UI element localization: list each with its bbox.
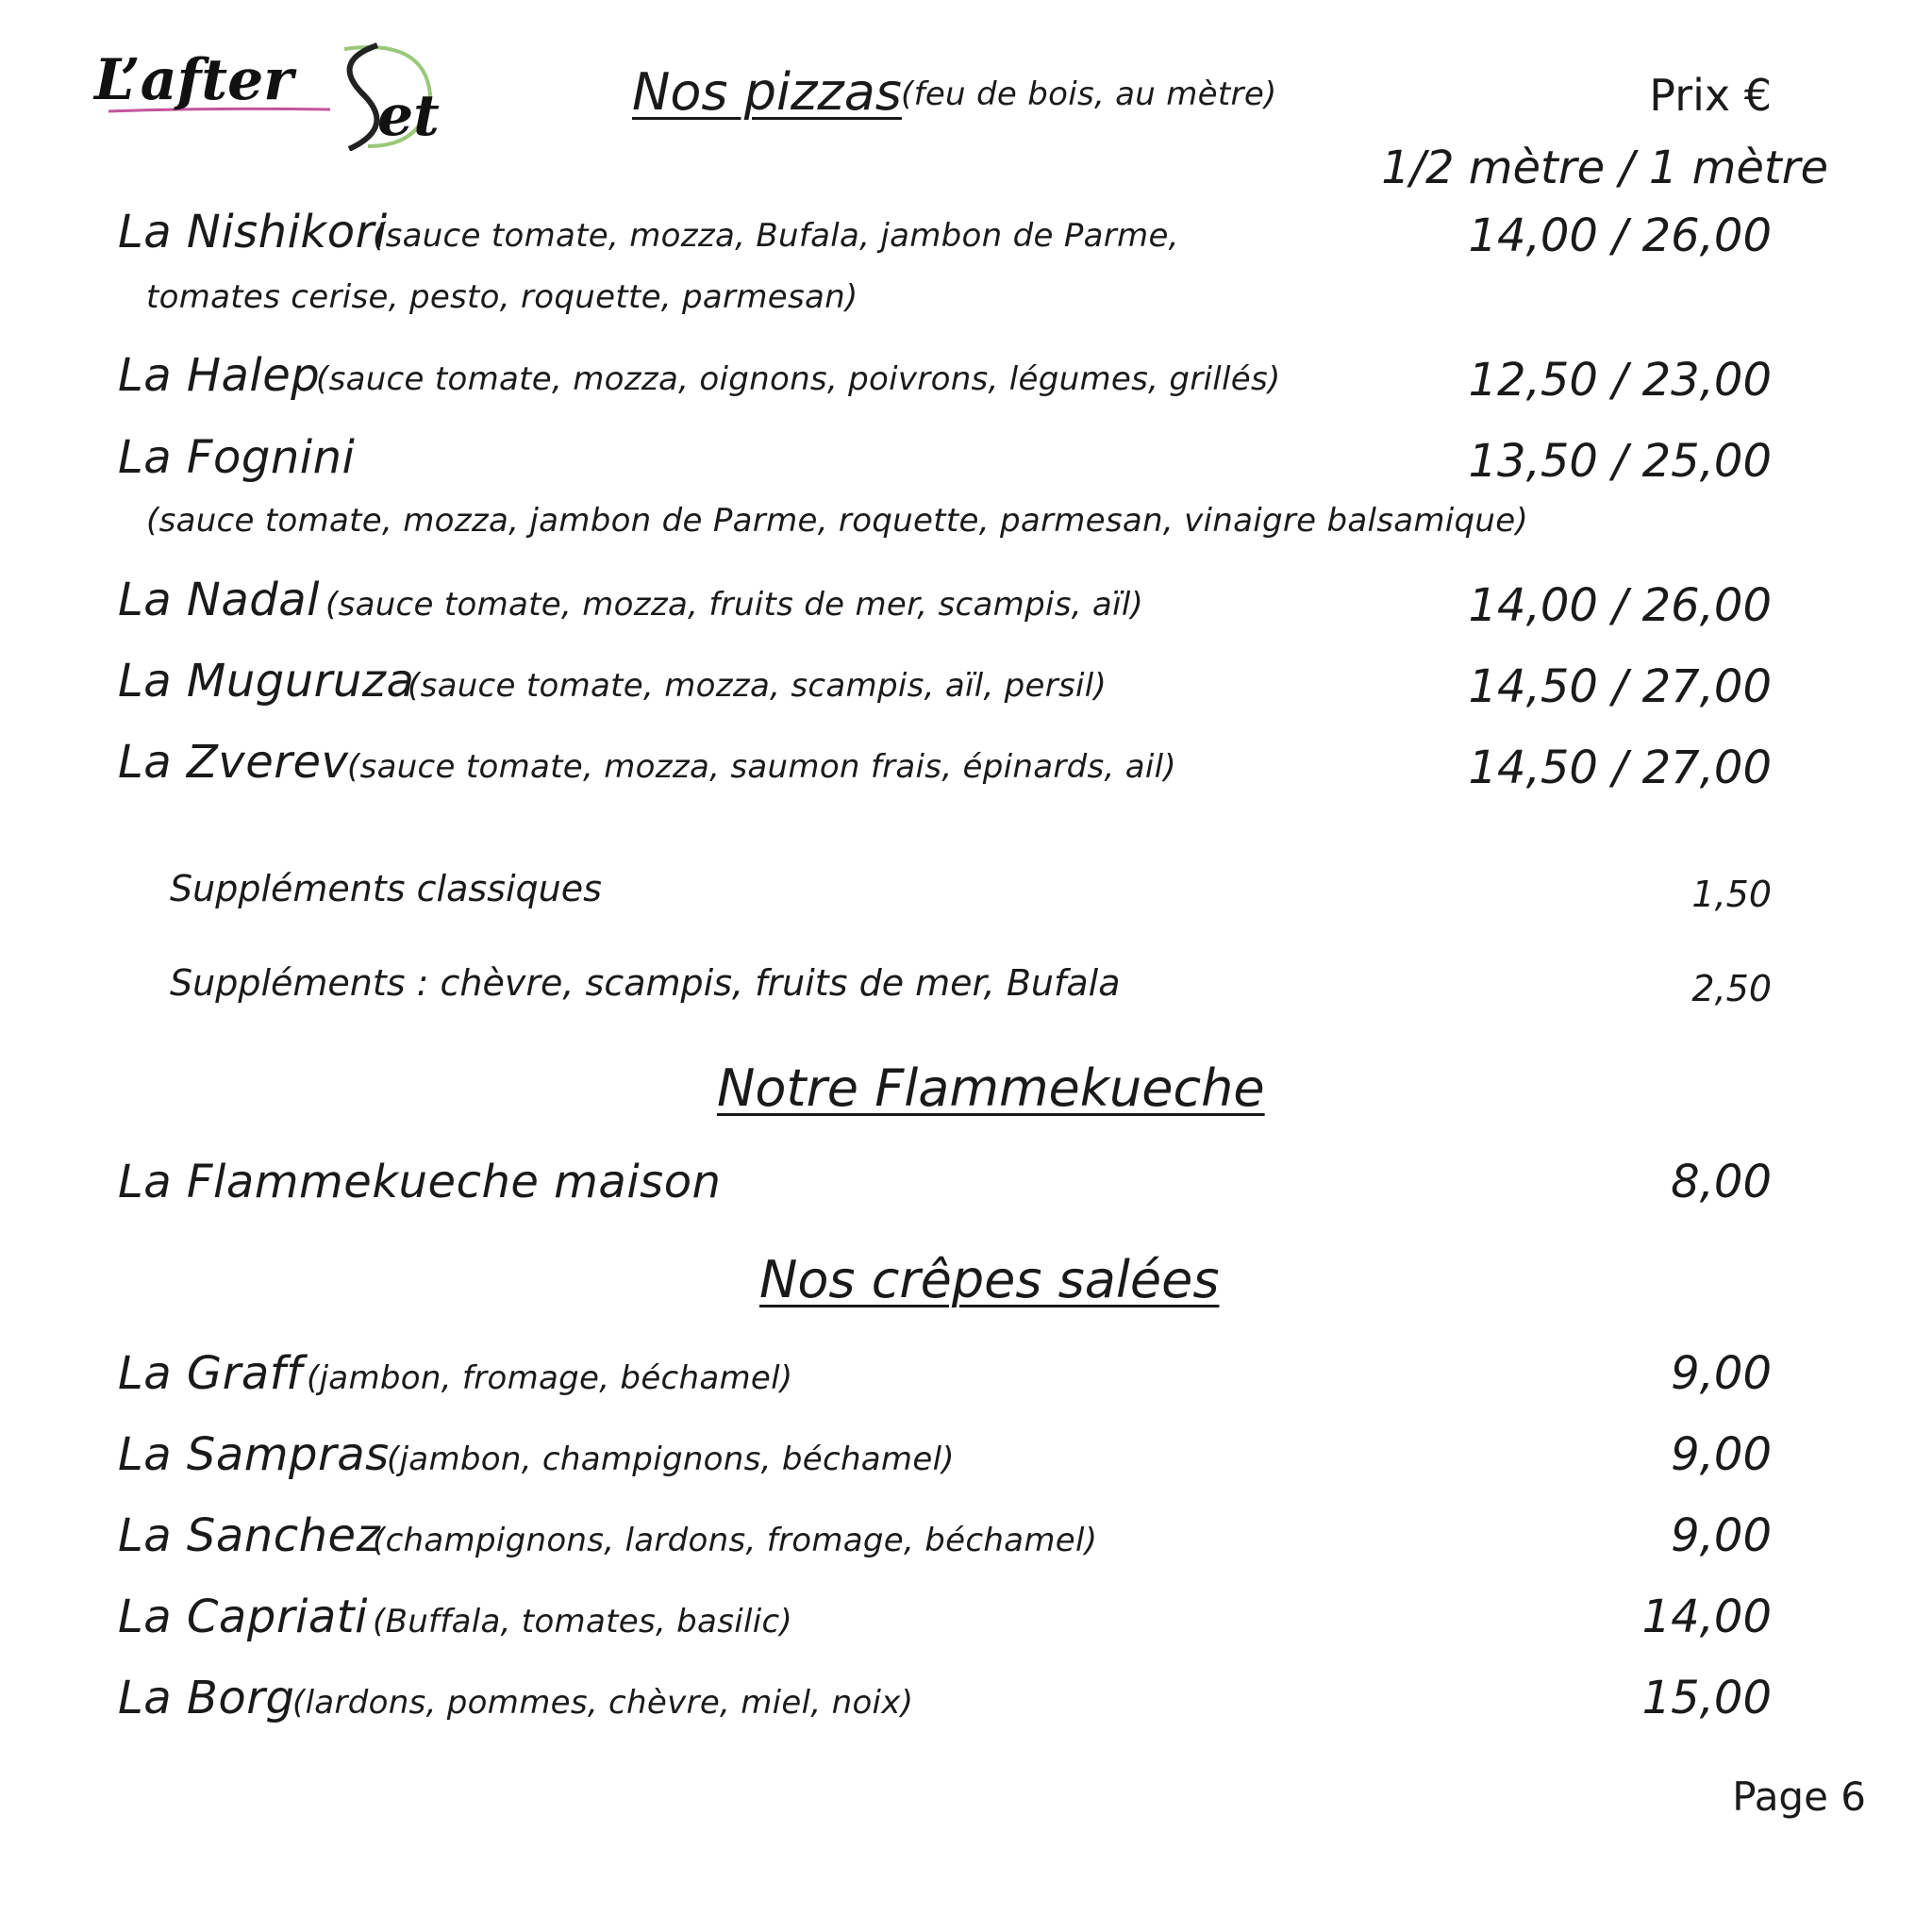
pizza-price: 13,50 / 25,00 xyxy=(1468,435,1772,488)
pizza-name: La Fognini xyxy=(118,431,356,484)
supplement-price: 1,50 xyxy=(1691,874,1772,915)
crepe-description: (lardons, pommes, chèvre, miel, noix) xyxy=(292,1684,914,1722)
pizza-name: La Nishikori xyxy=(118,206,388,258)
logo xyxy=(94,28,440,151)
crepe-description: (jambon, fromage, béchamel) xyxy=(307,1359,793,1397)
section-title-flammekueche: Notre Flammekueche xyxy=(717,1058,1265,1118)
supplement-price: 2,50 xyxy=(1691,968,1772,1009)
pizza-price: 14,50 / 27,00 xyxy=(1468,741,1772,794)
flammekueche-price: 8,00 xyxy=(1671,1156,1772,1208)
crepe-price: 9,00 xyxy=(1671,1509,1772,1562)
crepe-price: 15,00 xyxy=(1641,1672,1772,1724)
pizza-price: 12,50 / 23,00 xyxy=(1468,354,1772,407)
price-header: Prix € xyxy=(1649,70,1772,121)
pizza-name: La Zverev xyxy=(118,736,349,789)
crepe-name: La Sanchez xyxy=(118,1509,381,1562)
crepe-description: (Buffala, tomates, basilic) xyxy=(373,1603,793,1641)
size-header: 1/2 mètre / 1 mètre xyxy=(1381,142,1828,194)
flammekueche-name: La Flammekueche maison xyxy=(118,1156,722,1208)
crepe-name: La Borg xyxy=(118,1672,295,1724)
crepe-name: La Graff xyxy=(118,1347,303,1400)
pizza-description: (sauce tomate, mozza, saumon frais, épinards, ail) xyxy=(347,748,1176,786)
crepe-price: 14,00 xyxy=(1641,1591,1772,1643)
pizza-name: La Muguruza xyxy=(118,655,415,708)
logo-text-left: L’after xyxy=(94,47,293,113)
pizza-description-continued: (sauce tomate, mozza, jambon de Parme, roquette, parmesan, vinaigre balsamique) xyxy=(146,502,1529,540)
pizza-price: 14,50 / 27,00 xyxy=(1468,660,1772,713)
pizza-name: La Halep xyxy=(118,349,321,402)
crepe-description: (champignons, lardons, fromage, béchamel) xyxy=(373,1522,1098,1559)
crepe-price: 9,00 xyxy=(1671,1428,1772,1481)
crepe-name: La Capriati xyxy=(118,1591,368,1643)
pizza-price: 14,00 / 26,00 xyxy=(1468,209,1772,262)
supplement-label: Suppléments classiques xyxy=(170,868,602,909)
page-number: Page 6 xyxy=(1732,1774,1866,1820)
pizza-description: (sauce tomate, mozza, scampis, aïl, persil) xyxy=(408,667,1108,705)
section-title-pizzas: Nos pizzas xyxy=(632,62,902,122)
section-subtitle-pizzas: (feu de bois, au mètre) xyxy=(901,75,1277,113)
logo-text-right: et xyxy=(377,83,440,149)
crepe-name: La Sampras xyxy=(118,1428,390,1481)
pizza-description-continued: tomates cerise, pesto, roquette, parmesan) xyxy=(146,278,858,316)
pizza-description: (sauce tomate, mozza, fruits de mer, scampis, aïl) xyxy=(325,586,1144,624)
crepe-description: (jambon, champignons, béchamel) xyxy=(387,1441,955,1478)
pizza-description: (sauce tomate, mozza, Bufala, jambon de Parme, xyxy=(373,217,1179,255)
pizza-description: (sauce tomate, mozza, oignons, poivrons, légumes, grillés) xyxy=(316,360,1281,398)
crepe-price: 9,00 xyxy=(1671,1347,1772,1400)
pizza-name: La Nadal xyxy=(118,574,320,626)
supplement-label: Suppléments : chèvre, scampis, fruits de mer, Bufala xyxy=(170,962,1121,1004)
pizza-price: 14,00 / 26,00 xyxy=(1468,579,1772,632)
section-title-crepes: Nos crêpes salées xyxy=(759,1250,1220,1309)
